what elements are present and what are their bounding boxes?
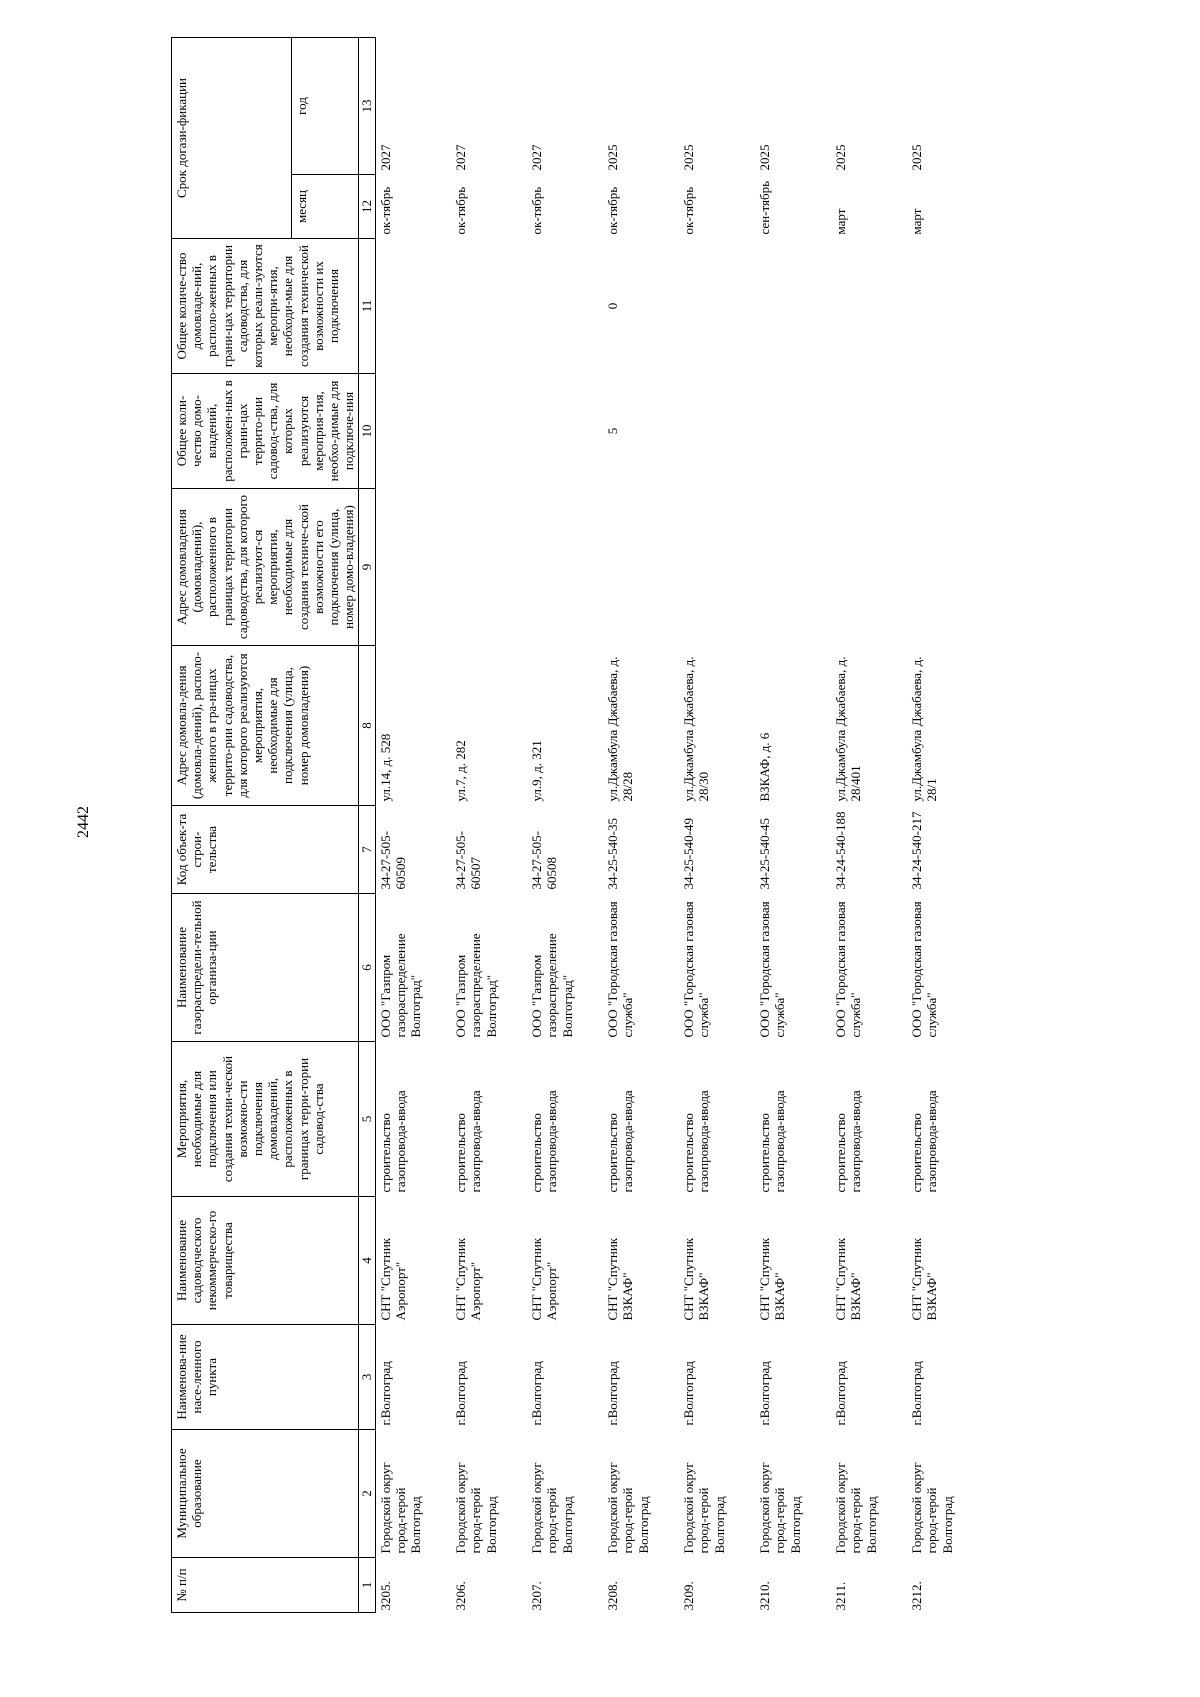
cell-num: 3211. bbox=[833, 1581, 849, 1611]
cell-gas-org: ООО "Городская газовая служба" bbox=[757, 901, 788, 1038]
cell-count-capability bbox=[755, 239, 831, 374]
cell-measures: строительство газопровода-ввода bbox=[757, 1090, 788, 1193]
cell-gas-org: ООО "Городская газовая служба" bbox=[833, 901, 864, 1038]
cell-object-code: 34-25-540-45 bbox=[757, 818, 773, 890]
column-numbers-row bbox=[359, 37, 375, 1612]
cell-count-capability bbox=[451, 239, 527, 374]
cell-gas-org: ООО "Газпром газораспределение Волгоград" bbox=[529, 933, 575, 1038]
cell-address-connection: ул.Джамбула Джабаева, д. 28/28 bbox=[605, 656, 636, 802]
cell-month: ок-тябрь bbox=[453, 186, 469, 235]
header-settlement: Наименова-ние насе-ленного пункта bbox=[172, 1325, 359, 1430]
cell-measures: строительство газопровода-ввода bbox=[833, 1090, 864, 1193]
cell-settlement: г.Волгоград bbox=[833, 1361, 849, 1426]
table-row bbox=[527, 37, 603, 1612]
column-number: 7 bbox=[359, 806, 375, 894]
cell-count-capability bbox=[527, 239, 603, 374]
cell-snt: СНТ "Спутник ВЗКАФ" bbox=[909, 1237, 940, 1321]
cell-address-connection: ул.7, д. 282 bbox=[453, 740, 469, 802]
header-object-code: Код объек-та строи-тельства bbox=[172, 806, 359, 894]
cell-address-connection: ул.Джамбула Джабаева, д. 28/401 bbox=[833, 656, 864, 802]
header-count-connection: Общее коли-чество домо-владений, расположен-ных в грани-цах террито-рии садовод-ства, для которых реализуются мероприя-тия, необхо-димые для подключе-ния bbox=[172, 374, 359, 489]
cell-count-capability bbox=[907, 239, 983, 374]
cell-count-connection bbox=[679, 374, 755, 489]
cell-year: 2027 bbox=[453, 144, 469, 171]
cell-count-capability bbox=[679, 239, 755, 374]
cell-municipality: Городской округ город-герой Волгоград bbox=[453, 1462, 499, 1554]
cell-snt: СНТ "Спутник Аэропорт" bbox=[453, 1237, 484, 1321]
column-number: 4 bbox=[359, 1197, 375, 1325]
cell-address-capability bbox=[907, 489, 983, 646]
cell-municipality: Городской округ город-герой Волгоград bbox=[681, 1462, 727, 1554]
cell-address-connection: ул.Джамбула Джабаева, д. 28/1 bbox=[909, 656, 940, 802]
column-number: 1 bbox=[359, 1558, 375, 1613]
cell-count-connection bbox=[907, 374, 983, 489]
cell-num: 3212. bbox=[909, 1581, 925, 1611]
cell-count-capability bbox=[831, 239, 907, 374]
cell-settlement: г.Волгоград bbox=[605, 1361, 621, 1426]
cell-snt: СНТ "Спутник Аэропорт" bbox=[377, 1237, 408, 1321]
cell-settlement: г.Волгоград bbox=[529, 1361, 545, 1426]
table-row bbox=[831, 37, 907, 1612]
cell-num: 3207. bbox=[529, 1581, 545, 1611]
cell-settlement: г.Волгоград bbox=[909, 1361, 925, 1426]
cell-settlement: г.Волгоград bbox=[681, 1361, 697, 1426]
header-address-connection: Адрес домовла-дения (домовла-дений), располо-женного в гра-ницах террито-рии садоводства, для которого реализуются мероприятия, необходимые для подключения (улица, номер домовладения) bbox=[172, 646, 359, 806]
cell-address-capability bbox=[755, 489, 831, 646]
cell-gas-org: ООО "Городская газовая служба" bbox=[605, 901, 636, 1038]
cell-year: 2025 bbox=[605, 144, 621, 171]
table-row bbox=[451, 37, 527, 1612]
cell-object-code: 34-24-540-188 bbox=[833, 811, 849, 890]
cell-month: ок-тябрь bbox=[605, 186, 621, 235]
cell-num: 3208. bbox=[605, 1581, 621, 1611]
column-number: 10 bbox=[359, 374, 375, 489]
column-number: 5 bbox=[359, 1042, 375, 1197]
cell-settlement: г.Волгоград bbox=[377, 1361, 393, 1426]
cell-gas-org: ООО "Газпром газораспределение Волгоград" bbox=[453, 933, 499, 1038]
cell-num: 3209. bbox=[681, 1581, 697, 1611]
header-municipality: Муниципальное образование bbox=[172, 1430, 359, 1558]
page-number: 2442 bbox=[75, 806, 92, 838]
column-number: 9 bbox=[359, 489, 375, 646]
cell-gas-org: ООО "Газпром газораспределение Волгоград" bbox=[377, 933, 424, 1038]
header-snt: Наименование садоводческого некоммерческо-го товарищества bbox=[172, 1197, 359, 1325]
cell-municipality: Городской округ город-герой Волгоград bbox=[377, 1462, 424, 1554]
cell-address-capability bbox=[527, 489, 603, 646]
cell-measures: строительство газопровода-ввода bbox=[529, 1090, 560, 1193]
cell-settlement: г.Волгоград bbox=[453, 1361, 469, 1426]
column-number: 2 bbox=[359, 1430, 375, 1558]
cell-object-code: 34-24-540-217 bbox=[909, 811, 925, 890]
table-row bbox=[679, 37, 755, 1612]
cell-measures: строительство газопровода-ввода bbox=[909, 1090, 940, 1193]
cell-year: 2027 bbox=[377, 144, 393, 171]
column-number: 6 bbox=[359, 894, 375, 1042]
cell-count-capability: 0 bbox=[605, 302, 621, 310]
cell-snt: СНТ "Спутник ВЗКАФ" bbox=[757, 1237, 788, 1321]
column-number: 8 bbox=[359, 646, 375, 806]
cell-count-capability bbox=[375, 239, 451, 374]
cell-municipality: Городской округ город-герой Волгоград bbox=[605, 1462, 651, 1554]
cell-snt: СНТ "Спутник ВЗКАФ" bbox=[681, 1237, 712, 1321]
cell-address-connection: ул.14, д. 528 bbox=[377, 733, 393, 802]
cell-object-code: 34-25-540-35 bbox=[605, 818, 621, 890]
cell-municipality: Городской округ город-герой Волгоград bbox=[529, 1462, 575, 1554]
header-year: год bbox=[292, 37, 359, 174]
cell-address-capability bbox=[603, 489, 679, 646]
header-deadline: Срок догази-фикации bbox=[172, 37, 292, 238]
gasification-table bbox=[171, 37, 983, 1613]
cell-object-code: 34-27-505-60508 bbox=[529, 831, 560, 890]
cell-snt: СНТ "Спутник ВЗКАФ" bbox=[833, 1237, 864, 1321]
cell-year: 2025 bbox=[757, 144, 773, 171]
cell-num: 3210. bbox=[757, 1581, 773, 1611]
cell-object-code: 34-27-505-60509 bbox=[377, 831, 408, 890]
column-number: 3 bbox=[359, 1325, 375, 1430]
cell-address-connection: ул.9, д. 321 bbox=[529, 740, 545, 802]
cell-snt: СНТ "Спутник ВЗКАФ" bbox=[605, 1237, 636, 1321]
cell-count-connection bbox=[755, 374, 831, 489]
cell-address-capability bbox=[451, 489, 527, 646]
cell-month: ок-тябрь bbox=[681, 186, 697, 235]
cell-object-code: 34-27-505-60507 bbox=[453, 831, 484, 890]
cell-year: 2027 bbox=[529, 144, 545, 171]
cell-month: сен-тябрь bbox=[757, 180, 773, 235]
cell-num: 3205. bbox=[377, 1581, 393, 1611]
cell-address-capability bbox=[375, 489, 451, 646]
cell-measures: строительство газопровода-ввода bbox=[377, 1090, 408, 1193]
cell-address-capability bbox=[679, 489, 755, 646]
cell-count-connection: 5 bbox=[605, 427, 621, 435]
cell-year: 2025 bbox=[833, 144, 849, 171]
cell-year: 2025 bbox=[681, 144, 697, 171]
cell-num: 3206. bbox=[453, 1581, 469, 1611]
header-address-capability: Адрес домовладения (домовладений), расположенного в границах территории садоводства, для которого реализуют-ся мероприятия, необходимые для создания техниче-ской возможности его подключения (улица, номер домо-владения) bbox=[172, 489, 359, 646]
rotated-table-container bbox=[171, 38, 1041, 1613]
cell-year: 2025 bbox=[909, 144, 925, 171]
cell-count-connection bbox=[831, 374, 907, 489]
cell-count-connection bbox=[451, 374, 527, 489]
cell-gas-org: ООО "Городская газовая служба" bbox=[681, 901, 712, 1038]
cell-snt: СНТ "Спутник Аэропорт" bbox=[529, 1237, 560, 1321]
cell-month: ок-тябрь bbox=[377, 186, 393, 235]
table-row bbox=[755, 37, 831, 1612]
cell-month: ок-тябрь bbox=[529, 186, 545, 235]
header-num: № п/п bbox=[172, 1558, 359, 1613]
cell-measures: строительство газопровода-ввода bbox=[605, 1090, 636, 1193]
column-number: 11 bbox=[359, 239, 375, 374]
table-row bbox=[907, 37, 983, 1612]
cell-measures: строительство газопровода-ввода bbox=[681, 1090, 712, 1193]
column-number: 13 bbox=[359, 37, 375, 174]
table-body bbox=[375, 37, 983, 1612]
cell-municipality: Городской округ город-герой Волгоград bbox=[757, 1462, 803, 1554]
header-gas-org: Наименование газораспредели-тельной организа-ции bbox=[172, 894, 359, 1042]
cell-object-code: 34-25-540-49 bbox=[681, 818, 697, 890]
header-month: месяц bbox=[292, 175, 359, 239]
cell-address-connection: ул.Джамбула Джабаева, д. 28/30 bbox=[681, 656, 712, 802]
header-count-capability: Общее количе-ство домовладе-ний, располо-женных в грани-цах территории садоводства, для которых реали-зуются меропри-ятия, необходи-мые для создания технической возможности их подключения bbox=[172, 239, 359, 374]
cell-settlement: г.Волгоград bbox=[757, 1361, 773, 1426]
table-row bbox=[603, 37, 679, 1612]
cell-count-connection bbox=[375, 374, 451, 489]
cell-municipality: Городской округ город-герой Волгоград bbox=[833, 1462, 879, 1554]
header-measures: Мероприятия, необходимые для подключения или создания техни-ческой возможно-сти подключения домовладений, расположенных в границах терри-тории садовод-ства bbox=[172, 1042, 359, 1197]
cell-month: март bbox=[833, 208, 849, 235]
cell-gas-org: ООО "Городская газовая служба" bbox=[909, 901, 940, 1038]
cell-address-capability bbox=[831, 489, 907, 646]
column-number: 12 bbox=[359, 175, 375, 239]
cell-month: март bbox=[909, 208, 925, 235]
cell-municipality: Городской округ город-герой Волгоград bbox=[909, 1462, 955, 1554]
cell-measures: строительство газопровода-ввода bbox=[453, 1090, 484, 1193]
table-row bbox=[375, 37, 451, 1612]
cell-address-connection: ВЗКАФ, д. 6 bbox=[757, 732, 773, 802]
cell-count-connection bbox=[527, 374, 603, 489]
